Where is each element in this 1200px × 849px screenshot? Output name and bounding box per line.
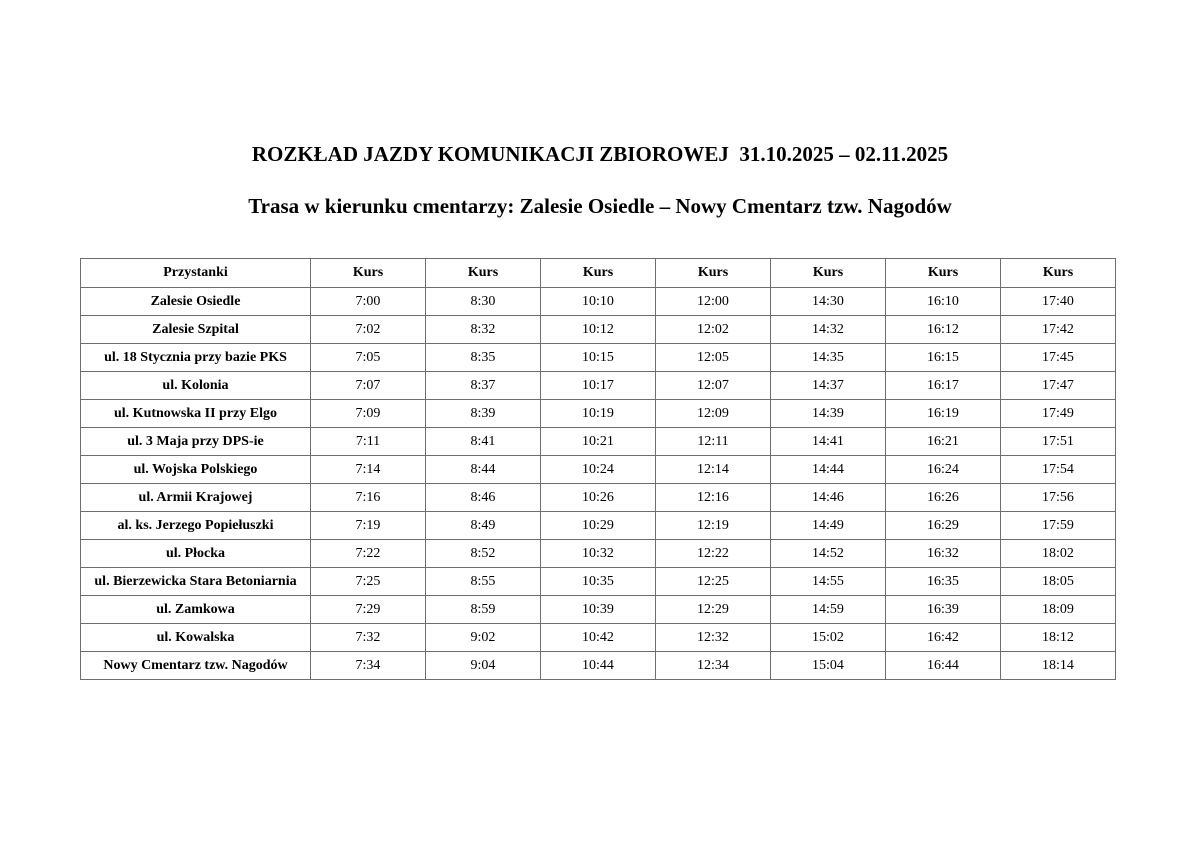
timetable-header xyxy=(81,259,1116,288)
departure-time-cell: 14:55 xyxy=(771,568,886,596)
table-row xyxy=(81,288,1116,316)
departure-time-cell: 10:42 xyxy=(541,624,656,652)
stop-name-cell: ul. Kolonia xyxy=(81,372,311,400)
departure-time-cell: 16:26 xyxy=(886,484,1001,512)
departure-time-cell: 14:59 xyxy=(771,596,886,624)
departure-time-cell: 16:24 xyxy=(886,456,1001,484)
departure-time-cell: 14:35 xyxy=(771,344,886,372)
departure-time-cell: 7:14 xyxy=(311,456,426,484)
departure-time-cell: 10:10 xyxy=(541,288,656,316)
table-row xyxy=(81,372,1116,400)
stop-name-cell: ul. Armii Krajowej xyxy=(81,484,311,512)
departure-time-cell: 16:39 xyxy=(886,596,1001,624)
departure-time-cell: 7:16 xyxy=(311,484,426,512)
column-header-kurs: Kurs xyxy=(656,259,771,288)
departure-time-cell: 10:35 xyxy=(541,568,656,596)
departure-time-cell: 10:29 xyxy=(541,512,656,540)
departure-time-cell: 7:32 xyxy=(311,624,426,652)
departure-time-cell: 8:59 xyxy=(426,596,541,624)
departure-time-cell: 10:12 xyxy=(541,316,656,344)
departure-time-cell: 18:14 xyxy=(1001,652,1116,680)
departure-time-cell: 12:09 xyxy=(656,400,771,428)
departure-time-cell: 12:14 xyxy=(656,456,771,484)
column-header-stops: Przystanki xyxy=(81,259,311,288)
header-row xyxy=(81,259,1116,288)
departure-time-cell: 14:44 xyxy=(771,456,886,484)
departure-time-cell: 16:17 xyxy=(886,372,1001,400)
stop-name-cell: ul. 18 Stycznia przy bazie PKS xyxy=(81,344,311,372)
stop-name-cell: ul. Bierzewicka Stara Betoniarnia xyxy=(81,568,311,596)
departure-time-cell: 12:25 xyxy=(656,568,771,596)
departure-time-cell: 16:21 xyxy=(886,428,1001,456)
table-row xyxy=(81,512,1116,540)
departure-time-cell: 17:56 xyxy=(1001,484,1116,512)
stop-name-cell: Zalesie Osiedle xyxy=(81,288,311,316)
departure-time-cell: 8:32 xyxy=(426,316,541,344)
page-title: ROZKŁAD JAZDY KOMUNIKACJI ZBIOROWEJ 31.10.2025 – 02.11.2025 xyxy=(251,142,949,166)
departure-time-cell: 7:11 xyxy=(311,428,426,456)
departure-time-cell: 12:19 xyxy=(656,512,771,540)
departure-time-cell: 16:12 xyxy=(886,316,1001,344)
departure-time-cell: 17:49 xyxy=(1001,400,1116,428)
departure-time-cell: 7:34 xyxy=(311,652,426,680)
table-row xyxy=(81,624,1116,652)
departure-time-cell: 14:30 xyxy=(771,288,886,316)
column-header-kurs: Kurs xyxy=(311,259,426,288)
column-header-kurs: Kurs xyxy=(1001,259,1116,288)
departure-time-cell: 7:25 xyxy=(311,568,426,596)
departure-time-cell: 16:15 xyxy=(886,344,1001,372)
departure-time-cell: 8:49 xyxy=(426,512,541,540)
departure-time-cell: 8:52 xyxy=(426,540,541,568)
table-row xyxy=(81,428,1116,456)
departure-time-cell: 18:09 xyxy=(1001,596,1116,624)
departure-time-cell: 7:02 xyxy=(311,316,426,344)
stop-name-cell: ul. Zamkowa xyxy=(81,596,311,624)
table-row xyxy=(81,484,1116,512)
column-header-kurs: Kurs xyxy=(886,259,1001,288)
departure-time-cell: 8:55 xyxy=(426,568,541,596)
stop-name-cell: al. ks. Jerzego Popiełuszki xyxy=(81,512,311,540)
timetable-body xyxy=(81,288,1116,680)
departure-time-cell: 8:46 xyxy=(426,484,541,512)
departure-time-cell: 17:42 xyxy=(1001,316,1116,344)
departure-time-cell: 8:39 xyxy=(426,400,541,428)
table-row xyxy=(81,568,1116,596)
departure-time-cell: 17:47 xyxy=(1001,372,1116,400)
departure-time-cell: 7:19 xyxy=(311,512,426,540)
departure-time-cell: 9:02 xyxy=(426,624,541,652)
departure-time-cell: 14:37 xyxy=(771,372,886,400)
departure-time-cell: 7:22 xyxy=(311,540,426,568)
stop-name-cell: ul. 3 Maja przy DPS-ie xyxy=(81,428,311,456)
departure-time-cell: 12:22 xyxy=(656,540,771,568)
departure-time-cell: 12:34 xyxy=(656,652,771,680)
departure-time-cell: 14:46 xyxy=(771,484,886,512)
departure-time-cell: 8:35 xyxy=(426,344,541,372)
departure-time-cell: 10:15 xyxy=(541,344,656,372)
table-row xyxy=(81,316,1116,344)
departure-time-cell: 10:39 xyxy=(541,596,656,624)
departure-time-cell: 15:02 xyxy=(771,624,886,652)
departure-time-cell: 12:00 xyxy=(656,288,771,316)
departure-time-cell: 14:52 xyxy=(771,540,886,568)
stop-name-cell: Nowy Cmentarz tzw. Nagodów xyxy=(81,652,311,680)
departure-time-cell: 18:02 xyxy=(1001,540,1116,568)
departure-time-cell: 10:24 xyxy=(541,456,656,484)
departure-time-cell: 18:12 xyxy=(1001,624,1116,652)
departure-time-cell: 17:45 xyxy=(1001,344,1116,372)
departure-time-cell: 17:51 xyxy=(1001,428,1116,456)
departure-time-cell: 12:07 xyxy=(656,372,771,400)
departure-time-cell: 17:40 xyxy=(1001,288,1116,316)
departure-time-cell: 8:37 xyxy=(426,372,541,400)
departure-time-cell: 7:29 xyxy=(311,596,426,624)
table-row xyxy=(81,344,1116,372)
departure-time-cell: 17:59 xyxy=(1001,512,1116,540)
departure-time-cell: 17:54 xyxy=(1001,456,1116,484)
departure-time-cell: 16:10 xyxy=(886,288,1001,316)
departure-time-cell: 16:19 xyxy=(886,400,1001,428)
table-row xyxy=(81,540,1116,568)
departure-time-cell: 18:05 xyxy=(1001,568,1116,596)
departure-time-cell: 8:44 xyxy=(426,456,541,484)
departure-time-cell: 14:39 xyxy=(771,400,886,428)
route-subtitle: Trasa w kierunku cmentarzy: Zalesie Osiedle – Nowy Cmentarz tzw. Nagodów xyxy=(248,194,952,218)
table-row xyxy=(81,400,1116,428)
stop-name-cell: ul. Kowalska xyxy=(81,624,311,652)
departure-time-cell: 15:04 xyxy=(771,652,886,680)
departure-time-cell: 12:32 xyxy=(656,624,771,652)
departure-time-cell: 7:07 xyxy=(311,372,426,400)
departure-time-cell: 14:32 xyxy=(771,316,886,344)
departure-time-cell: 9:04 xyxy=(426,652,541,680)
departure-time-cell: 8:30 xyxy=(426,288,541,316)
departure-time-cell: 10:26 xyxy=(541,484,656,512)
departure-time-cell: 10:19 xyxy=(541,400,656,428)
table-row xyxy=(81,652,1116,680)
departure-time-cell: 14:49 xyxy=(771,512,886,540)
departure-time-cell: 10:17 xyxy=(541,372,656,400)
stop-name-cell: ul. Płocka xyxy=(81,540,311,568)
column-header-kurs: Kurs xyxy=(771,259,886,288)
column-header-kurs: Kurs xyxy=(426,259,541,288)
table-row xyxy=(81,456,1116,484)
departure-time-cell: 10:21 xyxy=(541,428,656,456)
column-header-kurs: Kurs xyxy=(541,259,656,288)
departure-time-cell: 12:05 xyxy=(656,344,771,372)
departure-time-cell: 16:35 xyxy=(886,568,1001,596)
departure-time-cell: 12:11 xyxy=(656,428,771,456)
timetable xyxy=(80,258,1116,680)
departure-time-cell: 7:09 xyxy=(311,400,426,428)
departure-time-cell: 8:41 xyxy=(426,428,541,456)
departure-time-cell: 16:42 xyxy=(886,624,1001,652)
departure-time-cell: 10:44 xyxy=(541,652,656,680)
departure-time-cell: 7:05 xyxy=(311,344,426,372)
departure-time-cell: 16:29 xyxy=(886,512,1001,540)
stop-name-cell: Zalesie Szpital xyxy=(81,316,311,344)
departure-time-cell: 12:16 xyxy=(656,484,771,512)
stop-name-cell: ul. Wojska Polskiego xyxy=(81,456,311,484)
table-row xyxy=(81,596,1116,624)
departure-time-cell: 12:29 xyxy=(656,596,771,624)
departure-time-cell: 14:41 xyxy=(771,428,886,456)
stop-name-cell: ul. Kutnowska II przy Elgo xyxy=(81,400,311,428)
departure-time-cell: 7:00 xyxy=(311,288,426,316)
departure-time-cell: 16:32 xyxy=(886,540,1001,568)
departure-time-cell: 16:44 xyxy=(886,652,1001,680)
departure-time-cell: 10:32 xyxy=(541,540,656,568)
departure-time-cell: 12:02 xyxy=(656,316,771,344)
